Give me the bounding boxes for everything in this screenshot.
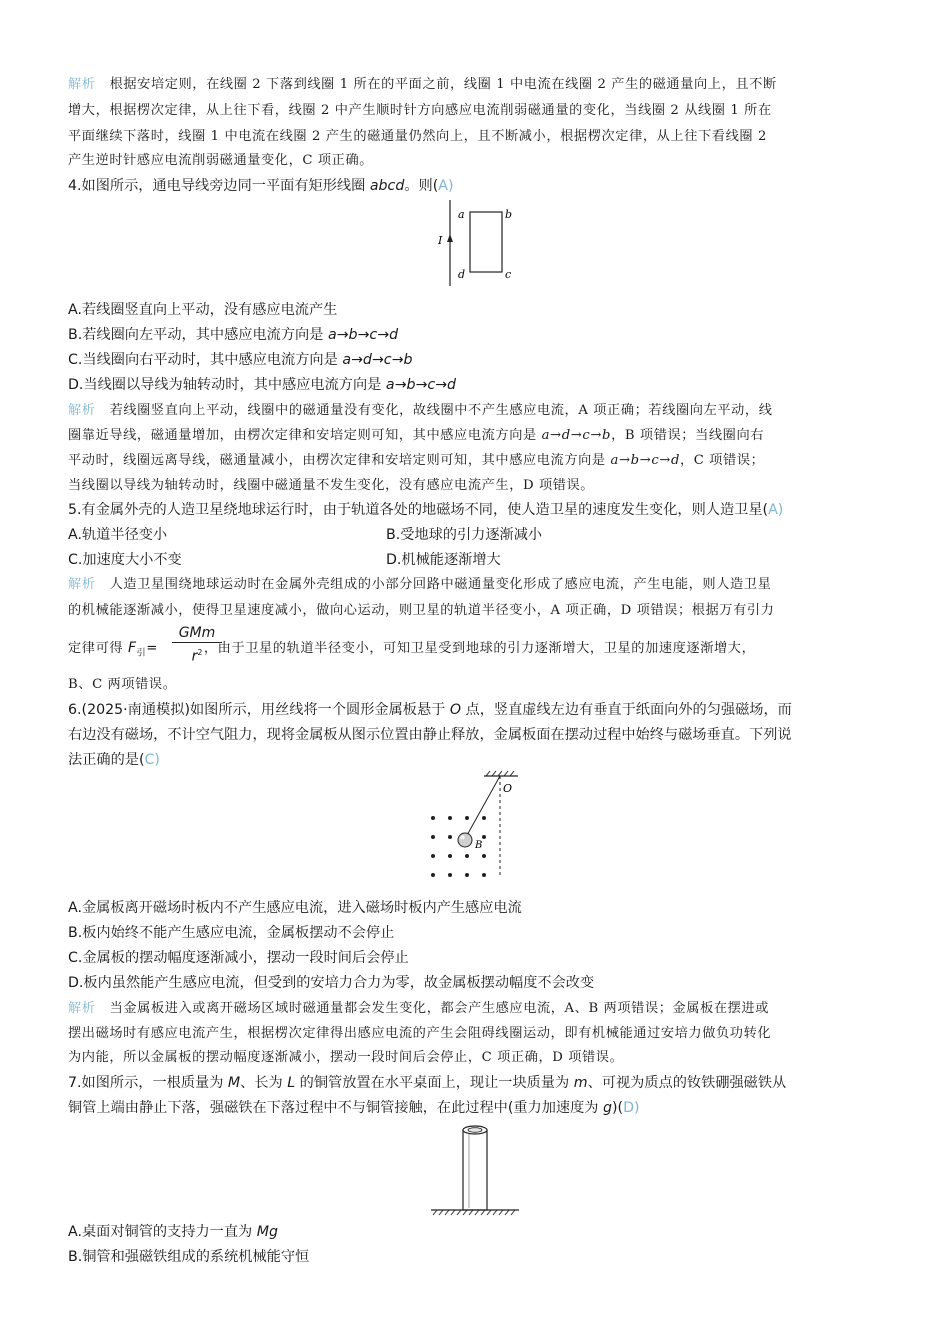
corner-b-label: b [505, 208, 513, 221]
gravity-fraction [172, 624, 222, 667]
option-5D: D.机械能逐渐增大 [386, 552, 501, 568]
analysis-line: 的机械能逐渐减小，使得卫星速度减小，做向心运动，则卫星的轨道半径变小，A 项正确，D 项错误；根据万有引力 [68, 603, 775, 618]
analysis-line: 为内能，所以金属板的摆动幅度逐渐减小，摆动一段时间后会停止，C 项正确，D 项错误。 [68, 1050, 624, 1065]
question-7-stem: 铜管上端由静止下落，强磁铁在下落过程中不与铜管接触，在此过程中(重力加速度为 g)(D) [68, 1100, 640, 1116]
option-6B: B.板内始终不能产生感应电流，金属板摆动不会停止 [68, 925, 395, 941]
analysis-line: 当线圈以导线为轴转动时，线圈中磁通量不发生变化，没有感应电流产生，D 项错误。 [68, 478, 595, 493]
analysis-line: 平动时，线圈远离导线，磁通量减小，由楞次定律和安培定则可知，其中感应电流方向是 a→b→c→d，C 项错误； [68, 453, 765, 468]
corner-a-label: a [458, 208, 465, 221]
analysis-line: 解析 若线圈竖直向上平动，线圈中的磁通量没有变化，故线圈中不产生感应电流，A 项正确；若线圈向左平动，线 [68, 403, 773, 418]
question-6-stem: 法正确的是(C) [68, 752, 160, 768]
option-7B: B.铜管和强磁铁组成的系统机械能守恒 [68, 1249, 310, 1265]
option-6A: A.金属板离开磁场时板内不产生感应电流，进入磁场时板内产生感应电流 [68, 900, 522, 916]
figure-pendulum-in-field [420, 770, 530, 882]
option-5C: C.加速度大小不变 [68, 552, 182, 568]
analysis-line: 解析 根据安培定则，在线圈 2 下落到线圈 1 所在的平面之前，线圈 1 中电流在线圈 2 产生的磁通量向上，且不断 [68, 77, 777, 92]
analysis-line: 解析 当金属板进入或离开磁场区域时磁通量都会发生变化，都会产生感应电流，A、B 两项错误；金属板在摆进或 [68, 1001, 770, 1016]
option-4B: B.若线圈向左平动，其中感应电流方向是 a→b→c→d [68, 327, 399, 343]
option-4C: C.当线圈向右平动时，其中感应电流方向是 a→d→c→b [68, 352, 413, 368]
question-6-stem: 右边没有磁场，不计空气阻力，现将金属板从图示位置由静止释放，金属板面在摆动过程中始终与磁场垂直。下列说 [68, 727, 792, 743]
analysis-line: 定律可得 $F_引=$ ，由于卫星的轨道半径变小，可知卫星受到地球的引力逐渐增大，卫星的加速度逐渐增大， [68, 640, 756, 659]
option-6D: D.板内虽然能产生感应电流，但受到的安培力合力为零，故金属板摆动幅度不会改变 [68, 975, 595, 991]
question-6-stem: 6.(2025·南通模拟)如图所示，用丝线将一个圆形金属板悬于 O 点，竖直虚线左边有垂直于纸面向外的匀强磁场，而 [68, 702, 792, 718]
option-6C: C.金属板的摆动幅度逐渐减小，摆动一段时间后会停止 [68, 950, 409, 966]
question-7-stem: 7.如图所示，一根质量为 M、长为 L 的铜管放置在水平桌面上，现让一块质量为 m、可视为质点的钕铁硼强磁铁从 [68, 1075, 787, 1091]
option-4A: A.若线圈竖直向上平动，没有感应电流产生 [68, 302, 338, 318]
corner-c-label: c [505, 268, 512, 281]
answer-mark: C [144, 752, 155, 768]
figure-copper-tube [425, 1120, 525, 1220]
option-5B: B.受地球的引力逐渐减小 [386, 527, 543, 543]
analysis-line: 增大，根据楞次定律，从上往下看，线圈 2 中产生顺时针方向感应电流削弱磁通量的变化，当线圈 2 从线圈 1 所在 [68, 103, 772, 118]
analysis-line: B、C 两项错误。 [68, 677, 177, 692]
question-5-stem: 5.有金属外壳的人造卫星绕地球运行时，由于轨道各处的地磁场不同，使人造卫星的速度发生变化，则人造卫星(A) [68, 502, 784, 518]
question-4-stem: 4.如图所示，通电导线旁边同一平面有矩形线圈 abcd。则(A) [68, 178, 454, 194]
analysis-line: 圈靠近导线，磁通量增加，由楞次定律和安培定则可知，其中感应电流方向是 a→d→c→b，B 项错误；当线圈向右 [68, 428, 765, 443]
analysis-tag: 解析 [68, 577, 96, 592]
metal-plate [458, 833, 472, 847]
current-label: I [438, 234, 443, 247]
option-4D: D.当线圈以导线为轴转动时，其中感应电流方向是 a→b→c→d [68, 377, 457, 393]
option-5A: A.轨道半径变小 [68, 527, 168, 543]
analysis-line: 平面继续下落时，线圈 1 中电流在线圈 2 产生的磁通量仍然向上，且不断减小，根据楞次定律，从上往下看线圈 2 [68, 129, 767, 144]
plate-label: B [475, 840, 483, 851]
analysis-line: 产生逆时针感应电流削弱磁通量变化，C 项正确。 [68, 153, 374, 168]
answer-mark: A [438, 178, 448, 194]
analysis-line: 解析 人造卫星围绕地球运动时在金属外壳组成的小部分回路中磁通量变化形成了感应电流，产生电能，则人造卫星 [68, 577, 772, 592]
pivot-label: O [503, 782, 513, 795]
fraction-numerator: GMm [172, 624, 222, 643]
fraction-denominator: $r^2$ [191, 648, 203, 665]
analysis-tag: 解析 [68, 1001, 96, 1016]
analysis-tag: 解析 [68, 77, 96, 92]
corner-d-label: d [458, 268, 466, 281]
option-7A: A.桌面对铜管的支持力一直为 Mg [68, 1224, 278, 1240]
analysis-tag: 解析 [68, 403, 96, 418]
analysis-line: 摆出磁场时有感应电流产生，根据楞次定律得出感应电流的产生会阻碍线圈运动，即有机械能通过安培力做负功转化 [68, 1026, 772, 1041]
figure-wire-and-coil [430, 198, 530, 290]
answer-mark: A [768, 502, 778, 518]
answer-mark: D [623, 1100, 635, 1116]
